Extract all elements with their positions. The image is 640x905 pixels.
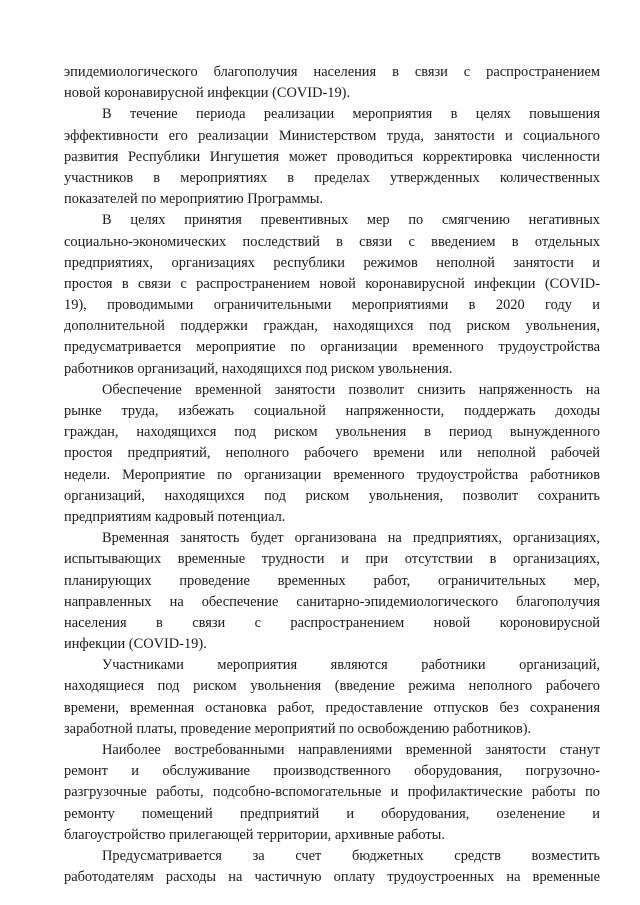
text-line: эффективности его реализации Министерством труда, занятости и социального [64, 127, 600, 144]
text-line: простоя предприятий, неполного рабочего времени или неполной рабочей [64, 445, 600, 462]
text-line: населения в связи с распространением новой короновирусной [64, 614, 600, 631]
text-line: 19), проводимыми ограничительными мероприятиями в 2020 году и [64, 297, 600, 314]
text-line: дополнительной поддержки граждан, находящихся под риском увольнения, [64, 318, 600, 335]
text-line: находящиеся под риском увольнения (введение режима неполного рабочего [64, 678, 600, 695]
paragraph-5 [64, 528, 600, 655]
text-line: развития Республики Ингушетия может проводиться корректировка численности [64, 148, 600, 165]
paragraph-1 [64, 62, 600, 104]
text-line: испытывающих временные трудности и при отсутствии в организациях, [64, 551, 600, 568]
paragraph-7 [64, 740, 600, 846]
text-line: Участниками мероприятия являются работники организаций, [102, 657, 600, 674]
text-line: В течение периода реализации мероприятия в целях повышения [102, 106, 600, 123]
text-line: ремонту помещений предприятий и оборудования, озеленение и [64, 805, 600, 822]
text-line: новой коронавирусной инфекции (COVID-19). [64, 85, 351, 102]
text-line: предприятиях, организациях республики режимов неполной занятости и [64, 254, 600, 271]
text-line: времени, временная остановка работ, предоставление отпусков без сохранения [64, 699, 600, 716]
text-line: В целях принятия превентивных мер по смягчению негативных [102, 212, 600, 229]
text-line: эпидемиологического благополучия населения в связи с распространением [64, 64, 600, 80]
text-line: планирующих проведение временных работ, ограничительных мер, [64, 572, 600, 589]
text-line: работников организаций, находящихся под риском увольнения. [64, 360, 453, 377]
text-line: ремонт и обслуживание производственного оборудования, погрузочно- [64, 763, 600, 780]
text-line: Наиболее востребованными направлениями временной занятости станут [102, 742, 600, 758]
document-body [64, 62, 600, 888]
text-line: работодателям расходы на частичную оплату трудоустроенных на временные [64, 869, 600, 886]
paragraph-6 [64, 655, 600, 740]
text-line: разгрузочные работы, подсобно-вспомогательные и профилактические работы по [64, 784, 600, 801]
text-line: Обеспечение временной занятости позволит снизить напряженность на [102, 381, 600, 398]
text-line: граждан, находящихся под риском увольнения в период вынужденного [64, 424, 600, 441]
text-line: простоя в связи с распространением новой коронавирусной инфекции (COVID- [64, 275, 600, 292]
text-line: социально-экономических последствий в связи с введением в отдельных [64, 233, 600, 250]
text-line: предусматривается мероприятие по организации временного трудоустройства [64, 339, 600, 356]
text-line: участников в мероприятиях в пределах утвержденных количественных [64, 169, 600, 186]
paragraph-3 [64, 210, 600, 380]
text-line: организаций, находящихся под риском увольнения, позволит сохранить [64, 487, 600, 504]
text-line: направленных на обеспечение санитарно-эпидемиологического благополучия [64, 593, 600, 610]
text-line: рынке труда, избежать социальной напряженности, поддержать доходы [64, 403, 600, 419]
text-line: благоустройство прилегающей территории, архивные работы. [64, 826, 445, 843]
paragraph-8 [64, 846, 600, 888]
paragraph-4 [64, 380, 600, 528]
text-line: предприятиям кадровый потенциал. [64, 508, 286, 525]
text-line: заработной платы, проведение мероприятий по освобождению работников). [64, 720, 532, 737]
text-line: Предусматривается за счет бюджетных средств возместить [102, 847, 600, 864]
paragraph-2 [64, 104, 600, 210]
text-line: недели. Мероприятие по организации временного трудоустройства работников [64, 466, 600, 483]
text-line: показателей по мероприятию Программы. [64, 191, 323, 208]
text-line: инфекции (COVID-19). [64, 636, 207, 653]
text-line: Временная занятость будет организована на предприятиях, организациях, [102, 530, 600, 547]
